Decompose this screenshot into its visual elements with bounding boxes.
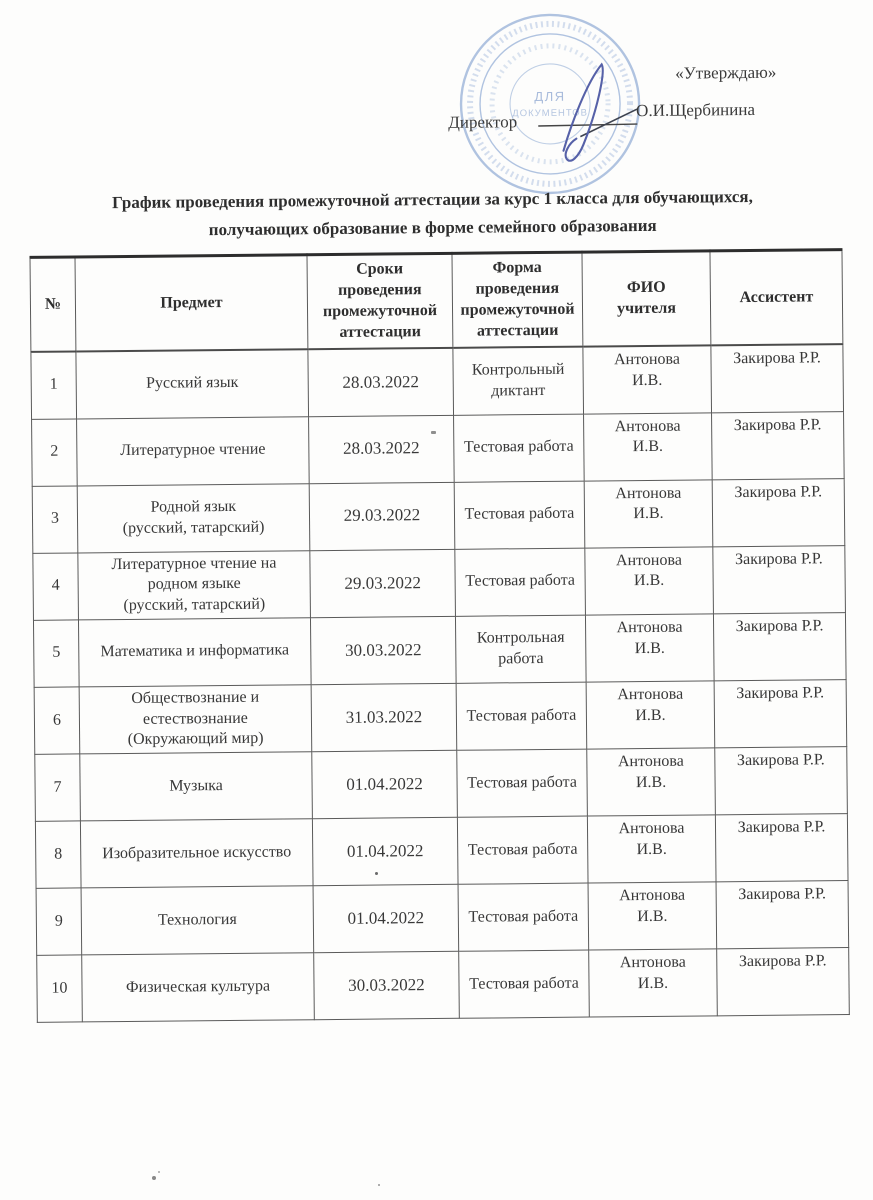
signature-loop-stroke	[563, 64, 604, 160]
table-row	[33, 612, 846, 687]
cell-subject: Математика и информатика	[78, 618, 311, 687]
cell-assistant: Закирова Р.Р.	[712, 478, 845, 546]
header-date: Сроки проведения промежуточной аттестации	[307, 253, 453, 349]
cell-assistant: Закирова Р.Р.	[712, 411, 845, 479]
cell-date: 28.03.2022	[308, 348, 454, 416]
cell-teacher: Антонова И.В.	[587, 748, 716, 816]
cell-subject: Родной язык (русский, татарский)	[77, 483, 310, 552]
cell-num: 1	[31, 351, 77, 418]
cell-num: 5	[33, 620, 79, 687]
stamp-center-line1: ДЛЯ	[534, 88, 566, 105]
stamp-center-line2: ДОКУМЕНТОВ	[512, 107, 589, 120]
cell-subject: Русский язык	[76, 349, 309, 418]
cell-assistant: Закирова Р.Р.	[717, 948, 850, 1016]
header-subject: Предмет	[75, 255, 308, 352]
table-header-row	[30, 250, 843, 352]
cell-form: Тестовая работа	[458, 883, 589, 951]
signature-blank-line	[538, 124, 637, 126]
cell-form: Тестовая работа	[457, 816, 588, 884]
cell-date: 29.03.2022	[309, 482, 455, 550]
table-row	[32, 478, 845, 553]
title-line-2: получающих образование в форме семейного образования	[208, 215, 657, 239]
cell-assistant: Закирова Р.Р.	[715, 747, 848, 815]
cell-subject: Литературное чтение	[77, 416, 310, 485]
cell-subject: Физическая культура	[82, 953, 315, 1022]
table-row	[32, 411, 845, 486]
cell-teacher: Антонова И.В.	[583, 345, 712, 413]
header-teacher: ФИО учителя	[582, 251, 711, 347]
cell-assistant: Закирова Р.Р.	[715, 814, 848, 882]
cell-date: 30.03.2022	[314, 952, 460, 1020]
cell-date: 31.03.2022	[311, 683, 457, 752]
cell-num: 3	[32, 485, 78, 552]
cell-teacher: Антонова И.В.	[584, 412, 713, 480]
cell-form: Тестовая работа	[457, 749, 588, 817]
cell-form: Тестовая работа	[455, 548, 586, 617]
title-line-1: График проведения промежуточной аттестации за курс 1 класса для обучающихся,	[112, 186, 753, 213]
cell-num: 8	[35, 821, 81, 888]
cell-form: Тестовая работа	[454, 481, 585, 549]
cell-form: Тестовая работа	[459, 950, 590, 1018]
cell-form: Тестовая работа	[454, 414, 585, 482]
table-row	[36, 881, 849, 956]
cell-date: 01.04.2022	[312, 818, 458, 886]
cell-assistant: Закирова Р.Р.	[711, 344, 844, 412]
cell-teacher: Антонова И.В.	[589, 949, 718, 1017]
table-row	[33, 545, 846, 620]
table-row	[34, 679, 847, 754]
cell-form: Тестовая работа	[456, 682, 587, 751]
cell-num: 2	[32, 418, 78, 485]
cell-num: 4	[33, 552, 79, 620]
director-name: О.И.Щербинина	[636, 99, 756, 121]
cell-num: 6	[34, 687, 80, 755]
cell-date: 01.04.2022	[313, 885, 459, 953]
cell-form: Контрольный диктант	[453, 347, 584, 415]
cell-subject: Музыка	[80, 752, 313, 821]
director-label: Директор	[448, 112, 518, 132]
cell-date: 01.04.2022	[312, 751, 458, 819]
cell-assistant: Закирова Р.Р.	[713, 612, 846, 680]
cell-subject: Обществознание и естествознание (Окружающий мир)	[79, 685, 312, 755]
document-title	[0, 182, 869, 245]
cell-assistant: Закирова Р.Р.	[714, 679, 847, 748]
scan-speckle	[431, 431, 436, 434]
scan-speckle	[152, 1176, 156, 1180]
cell-num: 7	[35, 754, 81, 821]
cell-subject: Литературное чтение на родном языке (русский, татарский)	[78, 550, 311, 620]
table-row	[31, 344, 844, 419]
header-form: Форма проведения промежуточной аттестации	[452, 252, 583, 348]
cell-assistant: Закирова Р.Р.	[716, 881, 849, 949]
cell-num: 10	[37, 955, 83, 1022]
cell-teacher: Антонова И.В.	[585, 614, 714, 682]
cell-num: 9	[36, 888, 82, 955]
scan-speckle	[375, 872, 378, 875]
cell-teacher: Антонова И.В.	[586, 681, 715, 750]
cell-subject: Технология	[81, 886, 314, 955]
cell-subject: Изобразительное искусство	[80, 819, 313, 888]
scan-speckle	[158, 1171, 160, 1173]
cell-teacher: Антонова И.В.	[585, 546, 714, 615]
table-row	[35, 814, 848, 889]
cell-date: 30.03.2022	[310, 616, 456, 684]
table-row	[35, 747, 848, 822]
table-row	[37, 948, 850, 1023]
scan-speckle	[378, 1184, 380, 1186]
header-assistant: Ассистент	[710, 250, 843, 346]
cell-teacher: Антонова И.В.	[587, 815, 716, 883]
cell-date: 28.03.2022	[309, 415, 455, 483]
cell-teacher: Антонова И.В.	[584, 479, 713, 547]
schedule-table	[29, 248, 849, 1023]
cell-date: 29.03.2022	[310, 549, 456, 618]
approve-label: «Утверждаю»	[675, 62, 777, 83]
cell-form: Контрольная работа	[455, 615, 586, 683]
cell-teacher: Антонова И.В.	[588, 882, 717, 950]
cell-assistant: Закирова Р.Р.	[713, 545, 846, 614]
header-num: №	[30, 257, 76, 352]
